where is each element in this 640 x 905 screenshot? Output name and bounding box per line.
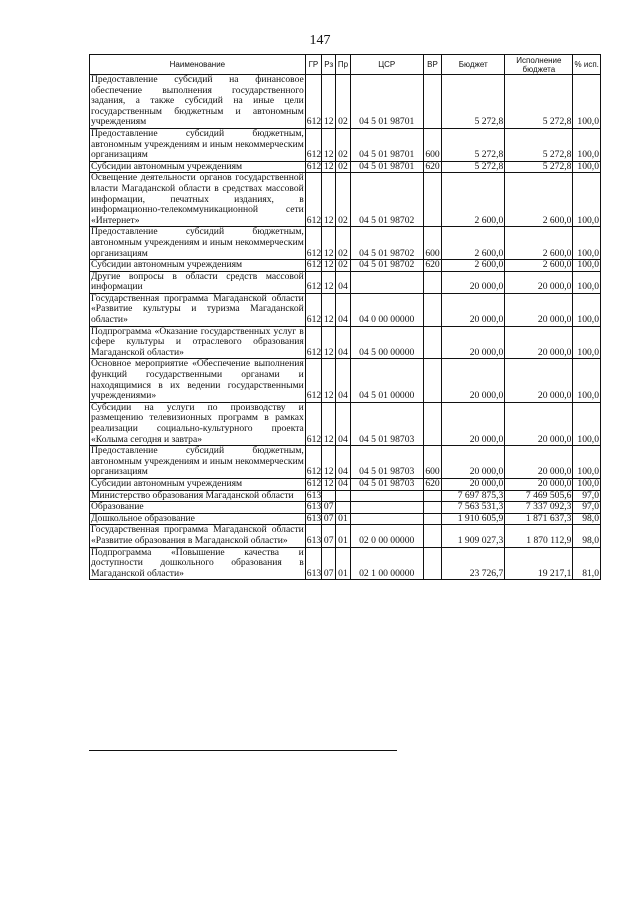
column-header-name: Наименование (90, 55, 306, 75)
cell-percent: 100,0 (573, 446, 601, 479)
cell-budget: 23 726,7 (442, 547, 505, 580)
table-row (90, 173, 601, 227)
cell-rz: 07 (322, 547, 336, 580)
cell-budget: 2 600,0 (442, 260, 505, 272)
cell-percent: 98,0 (573, 513, 601, 525)
cell-pr: 02 (336, 227, 350, 260)
cell-pr: 01 (336, 525, 350, 547)
column-header-csr: ЦСР (350, 55, 423, 75)
cell-budget: 7 563 531,3 (442, 502, 505, 514)
cell-name: Субсидии автономным учреждениям (90, 260, 306, 272)
cell-pr (336, 502, 350, 514)
column-header-pr: Пр (336, 55, 350, 75)
cell-rz: 12 (322, 173, 336, 227)
cell-pr: 04 (336, 326, 350, 359)
cell-percent: 98,0 (573, 525, 601, 547)
footer-rule (89, 750, 397, 751)
cell-percent: 100,0 (573, 293, 601, 326)
cell-csr (350, 513, 423, 525)
cell-vr (423, 359, 441, 402)
cell-gr: 613 (306, 512, 322, 524)
cell-vr (423, 402, 441, 445)
cell-name: Государственная программа Магаданской области «Развитие культуры и туризма Магаданской области» (91, 292, 304, 326)
cell-rz: 07 (322, 513, 336, 525)
cell-csr: 04 5 01 98701 (350, 128, 423, 161)
cell-vr: 600 (423, 446, 441, 479)
cell-name: Дошкольное образование (90, 513, 306, 525)
cell-vr (423, 502, 441, 514)
table-row (90, 326, 601, 359)
cell-gr: 612 (305, 402, 321, 445)
table-row (90, 525, 601, 547)
cell-percent: 100,0 (573, 227, 601, 260)
cell-execution: 20 000,0 (505, 402, 573, 445)
budget-table (89, 54, 601, 580)
table-row (90, 128, 601, 161)
cell-gr: 612 (305, 293, 321, 326)
cell-budget: 5 272,8 (442, 161, 505, 173)
cell-percent: 100,0 (573, 478, 601, 490)
cell-name: Субсидии на услуги по производству и размещению телевизионных программ в рамках реализации социально-культурного проекта «Колыма сегодня и завтра» (91, 401, 304, 445)
cell-vr (423, 173, 441, 227)
column-header-gr: ГР (305, 55, 321, 75)
cell-rz: 07 (322, 525, 336, 547)
cell-percent: 100,0 (573, 260, 601, 272)
cell-name: Субсидии автономным учреждениям (90, 161, 306, 173)
cell-name: Государственная программа Магаданской области «Развитие образования в Магаданской области» (91, 524, 304, 546)
table-row (90, 547, 601, 580)
cell-gr: 613 (306, 489, 322, 501)
cell-pr (336, 490, 350, 502)
table-row (90, 478, 601, 490)
cell-pr: 04 (336, 446, 350, 479)
cell-rz: 12 (322, 402, 336, 445)
cell-execution: 20 000,0 (505, 326, 573, 359)
cell-csr: 04 5 01 98702 (350, 227, 423, 260)
cell-execution: 20 000,0 (505, 359, 573, 402)
cell-rz: 07 (322, 502, 336, 514)
table-body (90, 75, 601, 580)
cell-rz: 12 (322, 75, 336, 129)
cell-csr: 02 1 00 00000 (350, 547, 423, 580)
cell-execution: 2 600,0 (505, 260, 573, 272)
cell-pr: 04 (336, 271, 350, 293)
cell-csr: 04 5 01 98703 (350, 402, 423, 445)
cell-vr (423, 547, 441, 580)
cell-vr (423, 326, 441, 359)
cell-gr: 612 (305, 75, 321, 129)
cell-rz: 12 (322, 161, 336, 173)
cell-execution: 5 272,8 (505, 75, 573, 129)
table-row (90, 402, 601, 445)
cell-pr: 01 (336, 547, 350, 580)
cell-percent: 100,0 (573, 161, 601, 173)
cell-rz: 12 (322, 446, 336, 479)
cell-gr: 612 (305, 271, 321, 293)
cell-budget: 5 272,8 (442, 75, 505, 129)
cell-csr: 02 0 00 00000 (350, 525, 423, 547)
column-header-rz: Рз (322, 55, 336, 75)
cell-name: Предоставление субсидий бюджетным, автономным учреждениям и иным некоммерческим организациям (91, 127, 304, 161)
cell-execution: 1 870 112,9 (505, 525, 573, 547)
cell-pr: 02 (336, 161, 350, 173)
cell-vr: 620 (425, 160, 440, 172)
cell-name: Предоставление субсидий бюджетным, автономным учреждениям и иным некоммерческим организациям (91, 445, 304, 478)
cell-budget: 20 000,0 (442, 478, 505, 490)
cell-pr: 01 (336, 513, 350, 525)
cell-pr: 02 (336, 173, 350, 227)
cell-gr: 613 (305, 525, 321, 547)
cell-csr: 04 5 01 00000 (350, 359, 423, 402)
table-row (90, 359, 601, 402)
cell-budget: 2 600,0 (442, 173, 505, 227)
table-row (90, 513, 601, 525)
cell-vr (423, 293, 441, 326)
cell-execution: 20 000,0 (505, 271, 573, 293)
cell-budget: 2 600,0 (442, 227, 505, 260)
cell-csr: 04 5 01 98703 (350, 446, 423, 479)
table-header-row (90, 55, 601, 75)
cell-name: Министерство образования Магаданской области (90, 490, 306, 502)
cell-vr: 600 (423, 227, 441, 260)
cell-pr: 04 (336, 402, 350, 445)
cell-gr: 612 (305, 326, 321, 359)
cell-gr: 612 (305, 359, 321, 402)
cell-name: Субсидии автономным учреждениям (90, 478, 306, 490)
cell-execution: 20 000,0 (505, 446, 573, 479)
cell-execution: 19 217,1 (505, 547, 573, 580)
cell-budget: 20 000,0 (442, 293, 505, 326)
cell-rz: 12 (322, 326, 336, 359)
cell-vr: 600 (423, 128, 441, 161)
column-header-percent: % исп. (573, 55, 601, 75)
cell-percent: 97,0 (573, 502, 601, 514)
cell-pr: 04 (336, 359, 350, 402)
cell-gr: 612 (305, 173, 321, 227)
cell-execution: 5 272,8 (505, 128, 573, 161)
cell-csr (350, 502, 423, 514)
page-number: 147 (309, 33, 331, 48)
cell-csr: 04 5 01 98703 (350, 478, 423, 490)
table-row (90, 227, 601, 260)
cell-pr: 04 (336, 293, 350, 326)
cell-rz: 12 (322, 128, 336, 161)
cell-rz: 12 (322, 260, 336, 272)
cell-budget: 5 272,8 (442, 128, 505, 161)
cell-percent: 97,0 (573, 490, 601, 502)
cell-percent: 100,0 (573, 128, 601, 161)
cell-vr (423, 75, 441, 129)
cell-vr (423, 513, 441, 525)
cell-pr: 02 (336, 75, 350, 129)
cell-gr: 612 (305, 227, 321, 260)
cell-csr: 04 5 01 98702 (350, 260, 423, 272)
cell-rz (322, 490, 336, 502)
cell-name: Предоставление субсидий бюджетным, автономным учреждениям и иным некоммерческим организациям (91, 226, 304, 259)
table-row (90, 502, 601, 514)
cell-name: Основное мероприятие «Обеспечение выполнения функций государственными органами и находящимися в их ведении государственными учреждениями» (91, 358, 304, 402)
cell-vr (423, 490, 441, 502)
cell-rz: 12 (322, 271, 336, 293)
cell-budget: 1 909 027,3 (442, 525, 505, 547)
cell-percent: 100,0 (573, 402, 601, 445)
cell-percent: 81,0 (573, 547, 601, 580)
cell-name: Образование (90, 502, 306, 514)
cell-execution: 20 000,0 (505, 293, 573, 326)
cell-rz: 12 (322, 359, 336, 402)
cell-csr (350, 271, 423, 293)
cell-name: Подпрограмма «Оказание государственных услуг в сфере культуры и отраслевого образования Магаданской области» (91, 325, 304, 358)
cell-budget: 20 000,0 (442, 326, 505, 359)
cell-gr: 612 (305, 128, 321, 161)
cell-rz: 12 (322, 293, 336, 326)
cell-percent: 100,0 (573, 326, 601, 359)
cell-budget: 20 000,0 (442, 359, 505, 402)
cell-name: Подпрограмма «Повышение качества и доступности дошкольного образования в Магаданской области» (91, 546, 304, 579)
cell-execution: 1 871 637,3 (505, 513, 573, 525)
table-row (90, 490, 601, 502)
cell-vr (423, 525, 441, 547)
cell-percent: 100,0 (573, 271, 601, 293)
cell-budget: 1 910 605,9 (442, 513, 505, 525)
cell-execution: 5 272,8 (505, 161, 573, 173)
cell-pr: 02 (336, 260, 350, 272)
cell-vr (423, 271, 441, 293)
cell-budget: 7 697 875,3 (442, 490, 505, 502)
table-row (90, 271, 601, 293)
cell-execution: 20 000,0 (505, 478, 573, 490)
cell-gr: 613 (305, 547, 321, 580)
column-header-execution: Исполнение бюджета (505, 55, 573, 75)
cell-pr: 02 (336, 128, 350, 161)
column-header-budget: Бюджет (442, 55, 505, 75)
table-row (90, 75, 601, 129)
cell-csr: 04 5 01 98702 (350, 173, 423, 227)
cell-csr: 04 5 00 00000 (350, 326, 423, 359)
cell-execution: 7 469 505,6 (505, 490, 573, 502)
cell-name: Другие вопросы в области средств массовой информации (91, 270, 304, 293)
cell-gr: 612 (305, 446, 321, 479)
cell-gr: 612 (306, 259, 322, 271)
cell-csr: 04 5 01 98701 (350, 161, 423, 173)
cell-rz: 12 (322, 478, 336, 490)
cell-budget: 20 000,0 (442, 402, 505, 445)
cell-gr: 613 (306, 501, 322, 513)
cell-gr: 612 (306, 160, 322, 172)
cell-percent: 100,0 (573, 173, 601, 227)
cell-vr: 620 (425, 259, 440, 271)
cell-budget: 20 000,0 (442, 446, 505, 479)
table-row (90, 260, 601, 272)
cell-name: Предоставление субсидий на финансовое обеспечение выполнения государственного задания, а также субсидий на иные цели государственным бюджетным и автономным учреждениям (91, 74, 304, 128)
cell-percent: 100,0 (573, 359, 601, 402)
table-row (90, 446, 601, 479)
table-row (90, 293, 601, 326)
cell-rz: 12 (322, 227, 336, 260)
cell-csr: 04 5 01 98701 (350, 75, 423, 129)
column-header-vr: ВР (423, 55, 441, 75)
cell-execution: 2 600,0 (505, 227, 573, 260)
cell-execution: 2 600,0 (505, 173, 573, 227)
cell-vr: 620 (425, 477, 440, 489)
cell-name: Освещение деятельности органов государственной власти Магаданской области в средствах массовой информации, печатных изданиях, в информационно-телекоммуникационной сети «Интернет» (91, 172, 304, 226)
cell-pr: 04 (336, 478, 350, 490)
cell-execution: 7 337 092,3 (505, 502, 573, 514)
cell-percent: 100,0 (573, 75, 601, 129)
cell-budget: 20 000,0 (442, 271, 505, 293)
cell-csr (350, 490, 423, 502)
cell-gr: 612 (306, 477, 322, 489)
table-row (90, 161, 601, 173)
cell-csr: 04 0 00 00000 (350, 293, 423, 326)
